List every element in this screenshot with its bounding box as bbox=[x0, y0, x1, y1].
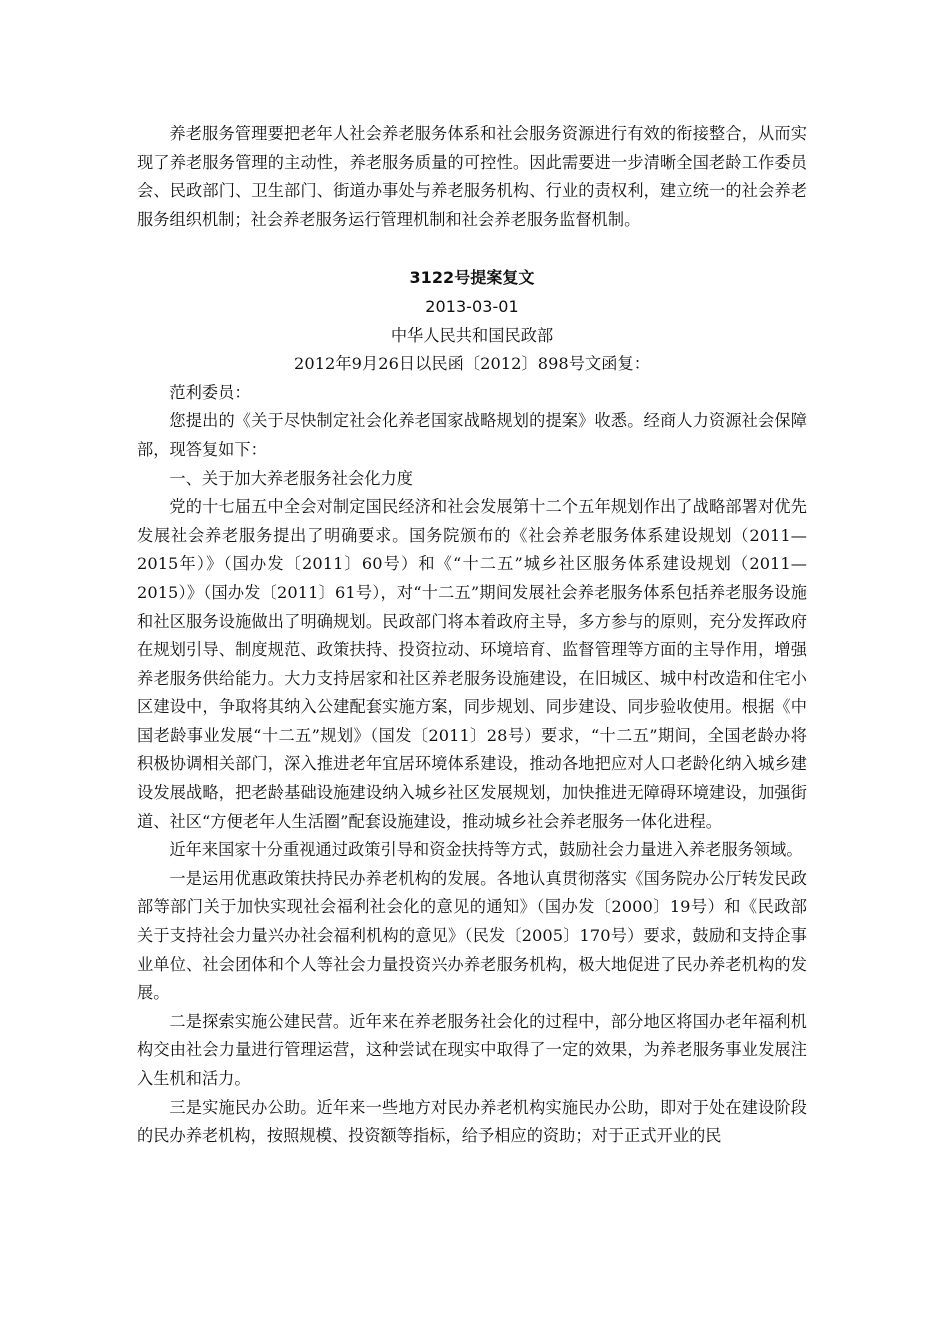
issuer: 中华人民共和国民政部 bbox=[390, 325, 554, 345]
salutation: 范利委员： bbox=[169, 382, 251, 402]
reply-date: 2013-03-01 bbox=[425, 296, 519, 316]
reference-line: 2012年9月26日以民函〔2012〕898号文函复： bbox=[294, 354, 650, 374]
intro-paragraph: 养老服务管理要把老年人社会养老服务体系和社会服务资源进行有效的衔接整合，从而实现了养老服务管理的主动性，养老服务质量的可控性。因此需要进一步清晰全国老龄工作委员会、民政部门、卫生部门、街道办事处与养老服务机构、行业的责权利，建立统一的社会养老服务组织机制；社会养老服务运行管理机制和社会养老服务监督机制。 bbox=[137, 124, 807, 229]
paragraph-point-two: 二是探索实施公建民营。近年来在养老服务社会化的过程中，部分地区将国办老年福利机构交由社会力量进行管理运营，这种尝试在现实中取得了一定的效果，为养老服务事业发展注入生机和活力。 bbox=[137, 1011, 807, 1088]
paragraph-policy: 近年来国家十分重视通过政策引导和资金扶持等方式，鼓励社会力量进入养老服务领域。 bbox=[169, 840, 803, 860]
paragraph-acknowledgement: 您提出的《关于尽快制定社会化养老国家战略规划的提案》收悉。经商人力资源社会保障部，现答复如下： bbox=[137, 411, 807, 459]
paragraph-point-one: 一是运用优惠政策扶持民办养老机构的发展。各地认真贯彻落实《国务院办公厅转发民政部等部门关于加快实现社会福利社会化的意见的通知》（国办发〔2000〕19号）和《民政部关于支持社会力量兴办社会福利机构的意见》（民发〔2005〕170号）要求，鼓励和支持企事业单位、社会团体和个人等社会力量投资兴办养老服务机构，极大地促进了民办养老机构的发展。 bbox=[137, 868, 807, 1003]
reply-title: 3122号提案复文 bbox=[409, 268, 535, 288]
section-spacer bbox=[137, 234, 807, 264]
section-heading: 一、关于加大养老服务社会化力度 bbox=[169, 468, 413, 488]
paragraph-point-three: 三是实施民办公助。近年来一些地方对民办养老机构实施民办公助，即对于处在建设阶段的民办养老机构，按照规模、投资额等指标，给予相应的资助；对于正式开业的民 bbox=[137, 1097, 807, 1146]
paragraph-planning: 党的十七届五中全会对制定国民经济和社会发展第十二个五年规划作出了战略部署对优先发展社会养老服务提出了明确要求。国务院颁布的《社会养老服务体系建设规划（2011—2015年）》（国办发〔2011〕60号）和《“十二五”城乡社区服务体系建设规划（2011—2015）》（国办发〔2011〕61号），对“十二五”期间发展社会养老服务体系包括养老服务设施和社区服务设施做出了明确规划。民政部门将本着政府主导，多方参与的原则，充分发挥政府在规划引导、制度规范、政策扶持、投资拉动、环境培育、监督管理等方面的主导作用，增强养老服务供给能力。大力支持居家和社区养老服务设施建设，在旧城区、城中村改造和住宅小区建设中，争取将其纳入公建配套实施方案，同步规划、同步建设、同步验收使用。根据《中国老龄事业发展“十二五”规划》（国发〔2011〕28号）要求，“十二五”期间，全国老龄办将积极协调相关部门，深入推进老年宜居环境体系建设，推动各地把应对人口老龄化纳入城乡建设发展战略，把老龄基础设施建设纳入城乡社区发展规划，加快推进无障碍环境建设，加强街道、社区“方便老年人生活圈”配套设施建设，推动城乡社会养老服务一体化进程。 bbox=[137, 497, 807, 831]
document-page bbox=[137, 120, 807, 1151]
